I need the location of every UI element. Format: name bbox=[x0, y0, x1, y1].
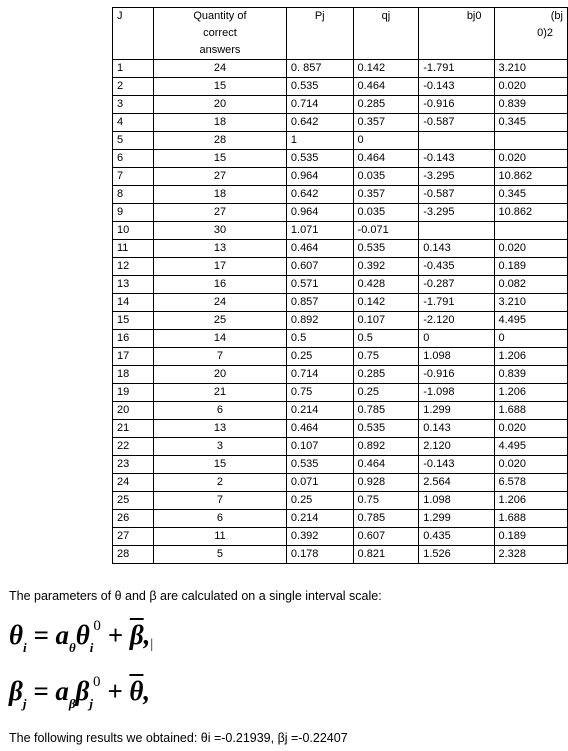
header-j: J bbox=[113, 8, 154, 60]
cell-bj0: 1.098 bbox=[419, 348, 494, 366]
table-header-row bbox=[113, 8, 568, 60]
table-row bbox=[113, 186, 568, 204]
cell-bj02: 3.210 bbox=[494, 60, 568, 78]
cell-bj02: 6.578 bbox=[494, 474, 568, 492]
table-row bbox=[113, 546, 568, 564]
beta-formula-eq: = a bbox=[26, 676, 69, 706]
header-quantity-line2: correct bbox=[203, 27, 237, 39]
beta-formula-bar: $\overline{\theta}$ bbox=[129, 676, 144, 706]
cell-bj0: 0.435 bbox=[419, 528, 494, 546]
table-row bbox=[113, 96, 568, 114]
cell-j: 3 bbox=[113, 96, 154, 114]
cell-pj: 0. 857 bbox=[286, 60, 353, 78]
cell-pj: 0.964 bbox=[286, 168, 353, 186]
table-row bbox=[113, 474, 568, 492]
cell-bj02: 0 bbox=[494, 330, 568, 348]
cell-bj0: -0.587 bbox=[419, 114, 494, 132]
cell-bj0: 2.564 bbox=[419, 474, 494, 492]
cell-bj02: 4.495 bbox=[494, 438, 568, 456]
table-row bbox=[113, 132, 568, 150]
cell-qj: 0.5 bbox=[353, 330, 419, 348]
table-row bbox=[113, 78, 568, 96]
cell-qj: 0 bbox=[353, 132, 419, 150]
cell-pj: 1.071 bbox=[286, 222, 353, 240]
cell-qj: 0.464 bbox=[353, 150, 419, 168]
cell-qj: 0.357 bbox=[353, 186, 419, 204]
cell-j: 1 bbox=[113, 60, 154, 78]
results-paragraph: The following results we obtained: θi =-0.21939, βj =-0.22407 bbox=[9, 731, 348, 745]
table-row bbox=[113, 330, 568, 348]
cell-quantity: 24 bbox=[154, 60, 287, 78]
cell-pj: 0.535 bbox=[286, 150, 353, 168]
cell-qj: 0.285 bbox=[353, 366, 419, 384]
theta-formula-plus: + bbox=[100, 620, 130, 650]
table-row bbox=[113, 420, 568, 438]
cell-bj02: 0.020 bbox=[494, 240, 568, 258]
theta-formula-lhs-sub: i bbox=[23, 640, 27, 656]
table-row bbox=[113, 150, 568, 168]
cell-quantity: 28 bbox=[154, 132, 287, 150]
cell-qj: 0.607 bbox=[353, 528, 419, 546]
cell-quantity: 20 bbox=[154, 96, 287, 114]
header-bj0-text: bj0 bbox=[466, 10, 482, 22]
header-bj0 bbox=[419, 8, 494, 60]
cell-bj02: 1.688 bbox=[494, 510, 568, 528]
cell-quantity: 24 bbox=[154, 294, 287, 312]
cell-pj: 0.5 bbox=[286, 330, 353, 348]
cell-qj: 0.464 bbox=[353, 78, 419, 96]
cell-bj0 bbox=[419, 132, 494, 150]
cell-pj: 0.714 bbox=[286, 96, 353, 114]
cell-bj0: -0.143 bbox=[419, 78, 494, 96]
cell-j: 25 bbox=[113, 492, 154, 510]
cell-quantity: 20 bbox=[154, 366, 287, 384]
cell-j: 11 bbox=[113, 240, 154, 258]
cell-quantity: 2 bbox=[154, 474, 287, 492]
cell-j: 7 bbox=[113, 168, 154, 186]
cell-j: 18 bbox=[113, 366, 154, 384]
cell-j: 22 bbox=[113, 438, 154, 456]
beta-formula-var-sub: j bbox=[89, 696, 93, 712]
results-table bbox=[112, 7, 568, 564]
table-row bbox=[113, 492, 568, 510]
cell-bj0: -3.295 bbox=[419, 204, 494, 222]
cell-j: 10 bbox=[113, 222, 154, 240]
cell-j: 27 bbox=[113, 528, 154, 546]
table-row bbox=[113, 222, 568, 240]
cell-j: 15 bbox=[113, 312, 154, 330]
cell-bj02 bbox=[494, 222, 568, 240]
table-row bbox=[113, 528, 568, 546]
theta-formula-lhs: θ bbox=[9, 620, 24, 650]
cell-bj0 bbox=[419, 222, 494, 240]
cell-quantity: 13 bbox=[154, 420, 287, 438]
cell-pj: 0.857 bbox=[286, 294, 353, 312]
cell-qj: -0.071 bbox=[353, 222, 419, 240]
cell-pj: 0.071 bbox=[286, 474, 353, 492]
cell-qj: 0.107 bbox=[353, 312, 419, 330]
cell-pj: 0.107 bbox=[286, 438, 353, 456]
cell-bj02: 2.328 bbox=[494, 546, 568, 564]
theta-formula-var: θ bbox=[75, 620, 90, 650]
cell-bj0: 1.299 bbox=[419, 510, 494, 528]
cell-quantity: 11 bbox=[154, 528, 287, 546]
cell-j: 20 bbox=[113, 402, 154, 420]
cell-quantity: 14 bbox=[154, 330, 287, 348]
cell-quantity: 3 bbox=[154, 438, 287, 456]
table-row bbox=[113, 402, 568, 420]
cell-quantity: 30 bbox=[154, 222, 287, 240]
cell-j: 8 bbox=[113, 186, 154, 204]
header-pj bbox=[286, 8, 353, 60]
cell-j: 19 bbox=[113, 384, 154, 402]
header-quantity-line1: Quantity of bbox=[193, 10, 247, 22]
table-row bbox=[113, 456, 568, 474]
cell-bj0: 0.143 bbox=[419, 240, 494, 258]
cell-qj: 0.035 bbox=[353, 168, 419, 186]
cell-qj: 0.285 bbox=[353, 96, 419, 114]
table-row bbox=[113, 312, 568, 330]
cell-pj: 0.642 bbox=[286, 186, 353, 204]
cell-qj: 0.75 bbox=[353, 348, 419, 366]
cell-quantity: 7 bbox=[154, 492, 287, 510]
table-row bbox=[113, 204, 568, 222]
header-quantity-line3: answers bbox=[199, 44, 241, 56]
table-body bbox=[113, 60, 568, 564]
cell-bj0: -3.295 bbox=[419, 168, 494, 186]
cell-bj02: 0.345 bbox=[494, 186, 568, 204]
cell-pj: 0.178 bbox=[286, 546, 353, 564]
cell-qj: 0.464 bbox=[353, 456, 419, 474]
cell-bj02: 1.206 bbox=[494, 384, 568, 402]
cell-quantity: 16 bbox=[154, 276, 287, 294]
cell-quantity: 7 bbox=[154, 348, 287, 366]
beta-formula-var-sup: 0 bbox=[93, 674, 101, 690]
header-qj-text: qj bbox=[381, 10, 391, 22]
cell-pj: 0.571 bbox=[286, 276, 353, 294]
cell-bj02: 0.082 bbox=[494, 276, 568, 294]
cell-bj02: 0.020 bbox=[494, 150, 568, 168]
cell-quantity: 18 bbox=[154, 114, 287, 132]
header-qj bbox=[353, 8, 419, 60]
cell-pj: 0.607 bbox=[286, 258, 353, 276]
theta-formula-var-sup: 0 bbox=[93, 618, 101, 634]
cell-qj: 0.535 bbox=[353, 420, 419, 438]
cell-j: 13 bbox=[113, 276, 154, 294]
cell-quantity: 15 bbox=[154, 78, 287, 96]
cell-bj02: 1.206 bbox=[494, 348, 568, 366]
header-bj02-line2: 0)2 bbox=[537, 27, 553, 39]
theta-formula-a-sub: θ bbox=[69, 640, 76, 656]
cell-bj02: 0.345 bbox=[494, 114, 568, 132]
theta-formula bbox=[9, 620, 153, 654]
table-row bbox=[113, 276, 568, 294]
cell-qj: 0.785 bbox=[353, 510, 419, 528]
cell-pj: 0.964 bbox=[286, 204, 353, 222]
cell-qj: 0.142 bbox=[353, 60, 419, 78]
table-row bbox=[113, 438, 568, 456]
cell-qj: 0.75 bbox=[353, 492, 419, 510]
header-bj02 bbox=[494, 8, 568, 60]
cell-quantity: 15 bbox=[154, 456, 287, 474]
cell-j: 6 bbox=[113, 150, 154, 168]
cell-bj02 bbox=[494, 132, 568, 150]
beta-formula-var: β bbox=[75, 676, 90, 706]
cell-bj0: 0 bbox=[419, 330, 494, 348]
cell-j: 28 bbox=[113, 546, 154, 564]
table-row bbox=[113, 294, 568, 312]
cell-pj: 0.464 bbox=[286, 420, 353, 438]
table-row bbox=[113, 348, 568, 366]
cell-bj0: -1.791 bbox=[419, 60, 494, 78]
table-row bbox=[113, 240, 568, 258]
table-row bbox=[113, 168, 568, 186]
cell-j: 16 bbox=[113, 330, 154, 348]
cell-bj0: -1.098 bbox=[419, 384, 494, 402]
cell-bj0: 2.120 bbox=[419, 438, 494, 456]
cell-bj0: -0.587 bbox=[419, 186, 494, 204]
cell-bj0: 1.098 bbox=[419, 492, 494, 510]
cell-quantity: 17 bbox=[154, 258, 287, 276]
cell-pj: 0.75 bbox=[286, 384, 353, 402]
beta-formula-lhs: β bbox=[9, 676, 23, 706]
cell-bj02: 3.210 bbox=[494, 294, 568, 312]
cell-qj: 0.392 bbox=[353, 258, 419, 276]
theta-formula-tail: , bbox=[143, 620, 151, 650]
beta-formula-tail: , bbox=[143, 676, 151, 706]
cell-quantity: 6 bbox=[154, 510, 287, 528]
cell-bj02: 0.189 bbox=[494, 528, 568, 546]
cell-pj: 1 bbox=[286, 132, 353, 150]
table-row bbox=[113, 60, 568, 78]
cell-quantity: 25 bbox=[154, 312, 287, 330]
cell-quantity: 27 bbox=[154, 168, 287, 186]
cell-qj: 0.928 bbox=[353, 474, 419, 492]
cell-bj0: 0.143 bbox=[419, 420, 494, 438]
cell-qj: 0.535 bbox=[353, 240, 419, 258]
theta-formula-bar: $\overline{\beta}$ bbox=[129, 620, 144, 650]
cell-j: 23 bbox=[113, 456, 154, 474]
cell-pj: 0.464 bbox=[286, 240, 353, 258]
cell-bj02: 0.189 bbox=[494, 258, 568, 276]
cell-bj0: -0.143 bbox=[419, 456, 494, 474]
cell-bj02: 0.020 bbox=[494, 78, 568, 96]
cell-bj02: 4.495 bbox=[494, 312, 568, 330]
cell-pj: 0.214 bbox=[286, 402, 353, 420]
cell-qj: 0.25 bbox=[353, 384, 419, 402]
cell-j: 17 bbox=[113, 348, 154, 366]
theta-formula-var-sub: i bbox=[89, 640, 94, 656]
cell-bj02: 10.862 bbox=[494, 168, 568, 186]
cell-qj: 0.428 bbox=[353, 276, 419, 294]
cell-pj: 0.892 bbox=[286, 312, 353, 330]
cell-bj02: 1.688 bbox=[494, 402, 568, 420]
cell-pj: 0.392 bbox=[286, 528, 353, 546]
cell-j: 12 bbox=[113, 258, 154, 276]
cell-qj: 0.785 bbox=[353, 402, 419, 420]
cell-qj: 0.357 bbox=[353, 114, 419, 132]
cell-quantity: 21 bbox=[154, 384, 287, 402]
cell-bj0: -1.791 bbox=[419, 294, 494, 312]
cell-pj: 0.535 bbox=[286, 456, 353, 474]
cell-qj: 0.892 bbox=[353, 438, 419, 456]
cell-quantity: 27 bbox=[154, 204, 287, 222]
cell-quantity: 13 bbox=[154, 240, 287, 258]
cell-quantity: 15 bbox=[154, 150, 287, 168]
cell-qj: 0.821 bbox=[353, 546, 419, 564]
cell-pj: 0.714 bbox=[286, 366, 353, 384]
header-quantity bbox=[154, 8, 287, 60]
cell-pj: 0.25 bbox=[286, 492, 353, 510]
cell-bj02: 0.020 bbox=[494, 456, 568, 474]
cell-qj: 0.142 bbox=[353, 294, 419, 312]
cell-bj0: -0.435 bbox=[419, 258, 494, 276]
intro-paragraph: The parameters of θ and β are calculated on a single interval scale: bbox=[9, 589, 382, 603]
cell-bj0: -0.287 bbox=[419, 276, 494, 294]
cell-bj02: 0.839 bbox=[494, 366, 568, 384]
cell-bj0: 1.299 bbox=[419, 402, 494, 420]
cell-quantity: 18 bbox=[154, 186, 287, 204]
cell-bj02: 0.020 bbox=[494, 420, 568, 438]
cell-bj0: -0.916 bbox=[419, 96, 494, 114]
theta-formula-eq: = a bbox=[26, 620, 70, 650]
table-row bbox=[113, 366, 568, 384]
cell-bj0: -2.120 bbox=[419, 312, 494, 330]
cell-pj: 0.214 bbox=[286, 510, 353, 528]
cell-qj: 0.035 bbox=[353, 204, 419, 222]
cell-j: 5 bbox=[113, 132, 154, 150]
beta-formula-a-sub: β bbox=[68, 696, 76, 712]
cell-j: 24 bbox=[113, 474, 154, 492]
cell-quantity: 6 bbox=[154, 402, 287, 420]
table-row bbox=[113, 510, 568, 528]
beta-formula bbox=[9, 676, 150, 710]
table-row bbox=[113, 258, 568, 276]
cell-pj: 0.535 bbox=[286, 78, 353, 96]
header-pj-text: Pj bbox=[314, 10, 325, 22]
cell-j: 9 bbox=[113, 204, 154, 222]
table-row bbox=[113, 384, 568, 402]
table-row bbox=[113, 114, 568, 132]
cell-j: 26 bbox=[113, 510, 154, 528]
beta-formula-lhs-sub: j bbox=[22, 696, 27, 712]
cell-bj02: 1.206 bbox=[494, 492, 568, 510]
cell-pj: 0.642 bbox=[286, 114, 353, 132]
cell-bj0: 1.526 bbox=[419, 546, 494, 564]
cell-bj02: 10.862 bbox=[494, 204, 568, 222]
cell-j: 21 bbox=[113, 420, 154, 438]
cell-pj: 0.25 bbox=[286, 348, 353, 366]
cell-bj02: 0.839 bbox=[494, 96, 568, 114]
cell-bj0: -0.916 bbox=[419, 366, 494, 384]
cell-bj0: -0.143 bbox=[419, 150, 494, 168]
beta-formula-plus: + bbox=[100, 676, 130, 706]
cell-j: 2 bbox=[113, 78, 154, 96]
cell-j: 4 bbox=[113, 114, 154, 132]
cell-quantity: 5 bbox=[154, 546, 287, 564]
text-cursor: | bbox=[150, 637, 154, 652]
header-bj02-line1: (bj bbox=[550, 10, 563, 22]
cell-j: 14 bbox=[113, 294, 154, 312]
